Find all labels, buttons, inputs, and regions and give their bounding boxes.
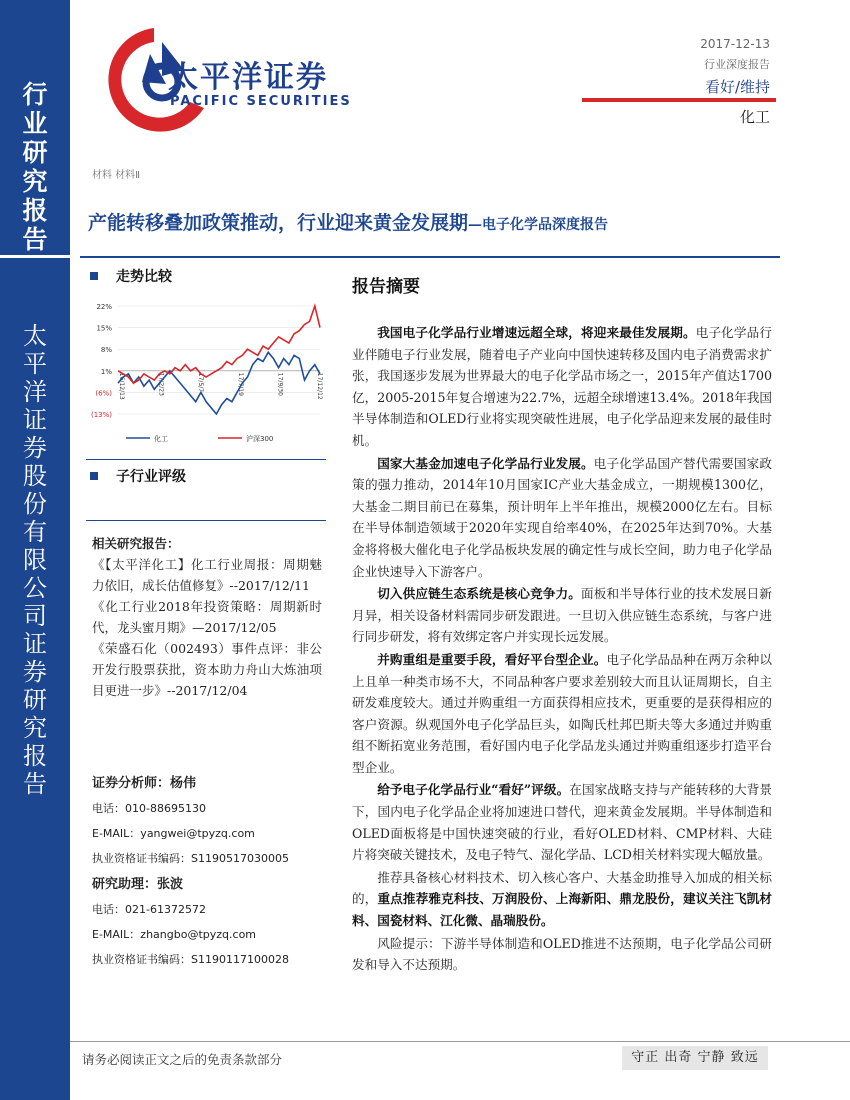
abstract-paragraph (352, 453, 772, 583)
sidebar-char: 报 (22, 196, 48, 225)
paragraph-lead: 并购重组是重要手段，看好平台型企业。 (377, 651, 607, 667)
chart-y-tick-label: 1% (100, 367, 112, 376)
assistant-cert: 执业资格证书编码：S1190117100028 (92, 953, 289, 966)
paragraph-text: 电子化学品行业伴随电子行业发展，随着电子产业向中国快速转移及国内电子消费需求扩张，我国逐步发展为世界最大的电子化学品市场之一，2015年产值达1700亿，2005-2015年复合增速为22.7%，远超全球增速13.4%。2018年我国半导体制造和OLED行业将实现突破性进展，电子化学品迎来发展的最佳时机。 (352, 325, 773, 448)
related-item[interactable]: 《荣盛石化（002493）事件点评：非公开发行股票获批，资本助力舟山大炼油项目更进一步》--2017/12/04 (92, 641, 322, 698)
sidebar-char: 券 (23, 658, 47, 686)
title-underline (80, 256, 780, 258)
page-title (88, 208, 608, 235)
sidebar-char: 股 (23, 462, 47, 490)
title-main: 产能转移叠加政策推动，行业迎来黄金发展期 (88, 212, 469, 234)
sidebar-char: 太 (23, 322, 47, 350)
assistant-email[interactable]: E-MAIL：zhangbo@tpyzq.com (92, 928, 257, 941)
report-type: 行业深度报告 (704, 58, 770, 71)
analyst-label: 证券分析师：杨伟 (92, 776, 197, 791)
sub-rating-divider (86, 520, 326, 521)
category-breadcrumb: 材料 材料Ⅱ (92, 170, 141, 181)
title-sub: —电子化学品深度报告 (468, 217, 609, 233)
sidebar-char: 告 (22, 225, 48, 254)
trend-heading: 走势比较 (116, 269, 172, 285)
chart-y-tick-label: 8% (100, 346, 112, 355)
abstract-paragraph (352, 933, 772, 976)
footer-line (70, 1041, 850, 1042)
paragraph-text: 风险提示：下游半导体制造和OLED推进不达预期，电子化学品公司研发和导入不达预期。 (352, 935, 772, 973)
abstract-paragraph (352, 583, 772, 648)
sidebar-char: 洋 (23, 378, 47, 406)
chart-x-tick-label: 17/12/12 (316, 372, 323, 400)
abstract-paragraph (352, 649, 772, 779)
assistant-label: 研究助理：张波 (92, 877, 184, 892)
sidebar-char: 公 (23, 574, 47, 602)
sub-rating-heading: 子行业评级 (116, 469, 186, 485)
paragraph-lead: 重点推荐雅克科技、万润股份、上海新阳、鼎龙股份，建议关注飞凯材料、国瓷材料、江化微、晶瑞股份。 (352, 891, 773, 929)
sidebar-char: 司 (23, 602, 47, 630)
section-bullet-icon (90, 272, 98, 280)
assistant-phone: 电话：021-61372572 (92, 903, 206, 916)
paragraph-lead: 国家大基金加速电子化学品行业发展。 (377, 455, 594, 471)
sidebar-char: 限 (23, 546, 47, 574)
analyst-info (92, 772, 332, 866)
paragraph-text: 电子化学品国产替代需要国家政策的强力推动，2014年10月国家IC产业大基金成立，一期规模1300亿，大基金二期目前已在募集，预计明年上半年推出，规模2000亿左右。目标在半导体制造领域于2020年实现自给率40%，在2025年达到70%。大基金将将极大催化电子化学品板块发展的确定性与成长空间，助力电子化学品企业快速导入下游客户。 (352, 455, 773, 579)
sidebar-char: 研 (22, 138, 48, 167)
paragraph-lead: 给予电子化学品行业“看好”评级。 (377, 782, 570, 798)
rating: 看好/维持 (704, 78, 770, 96)
chart-x-tick-label: 17/5/7 (197, 372, 205, 393)
sidebar-company-name (0, 322, 70, 798)
sidebar-char: 研 (23, 686, 47, 714)
abstract-paragraph (352, 779, 772, 865)
sidebar-char: 平 (23, 350, 47, 378)
sidebar-char: 券 (23, 434, 47, 462)
trend-divider (86, 459, 326, 460)
chart-x-tick-label: 17/9/30 (276, 372, 284, 396)
industry: 化工 (739, 108, 770, 126)
chart-series-line (118, 352, 320, 414)
sidebar-char: 有 (23, 518, 47, 546)
sidebar (0, 0, 70, 1100)
chart-y-tick-label: (13%) (90, 411, 112, 419)
sidebar-char: 证 (23, 406, 47, 434)
analyst-email[interactable]: E-MAIL：yangwei@tpyzq.com (92, 827, 255, 840)
report-date: 2017-12-13 (700, 37, 770, 51)
logo-chinese-name: 太平洋证券 (168, 60, 328, 95)
related-item[interactable]: 《【太平洋化工】化工行业周报：周期魅力依旧，成长估值修复》--2017/12/11 (92, 557, 322, 593)
paragraph-text: 推荐具备核心材料技术、切入核心客户、大基金助推导入加成的相关标的， (352, 869, 772, 907)
chart-y-tick-label: 22% (96, 303, 112, 311)
sidebar-char: 行 (22, 80, 48, 109)
related-reports (92, 533, 322, 701)
trend-chart (84, 298, 330, 454)
paragraph-lead: 我国电子化学品行业增速远超全球，将迎来最佳发展期。 (377, 325, 696, 340)
abstract-paragraph (352, 867, 772, 932)
chart-y-tick-label: (6%) (95, 389, 112, 398)
footer-disclaimer[interactable]: 请务必阅读正文之后的免责条款部分 (82, 1052, 283, 1067)
sidebar-char: 证 (23, 630, 47, 658)
chart-legend-label: 沪深300 (246, 435, 274, 443)
chart-x-tick-label: 17/7/19 (236, 372, 244, 396)
sidebar-char: 份 (23, 490, 47, 518)
chart-y-tick-label: 15% (96, 324, 112, 333)
abstract-heading: 报告摘要 (352, 277, 420, 297)
section-bullet-icon (90, 472, 98, 480)
analyst-cert: 执业资格证书编码：S1190517030005 (92, 852, 289, 865)
abstract-paragraph (352, 322, 772, 452)
sidebar-char: 告 (23, 770, 47, 798)
abstract-body (352, 322, 772, 977)
sidebar-char: 报 (23, 742, 47, 770)
chart-series-line (118, 306, 320, 383)
chart-x-tick-label: 16/12/13 (118, 372, 125, 400)
paragraph-text: 面板和半导体行业的技术发展日新月异，相关设备材料需同步研发跟进。一旦切入供应链生态系统，与客户进行同步研发，将有效绑定客户并实现长远发展。 (352, 586, 773, 645)
header-red-line (582, 98, 776, 102)
sidebar-char: 究 (22, 167, 48, 196)
sidebar-char: 业 (22, 109, 48, 138)
paragraph-text: 电子化学品品种在两万余种以上且单一种类市场不大，不同品种客户要求差别较大而且认证周期长，自主研发难度较大。通过并购重组一方面获得相应技术，更重要的是获得相应的客户资源。纵观国外电子化学品巨头，如陶氏杜邦巴斯夫等大多通过并购重组不断拓宽业务范围，看好国内电子化学品龙头通过并购重组逐步打造平台型企业。 (352, 651, 773, 775)
footer-motto: 守正 出奇 宁静 致远 (622, 1046, 768, 1070)
chart-x-tick-label: 17/2/23 (157, 372, 165, 396)
chart-legend-label: 化工 (154, 435, 168, 443)
assistant-info (92, 873, 332, 967)
sidebar-report-type (0, 80, 70, 254)
related-item[interactable]: 《化工行业2018年投资策略：周期新时代，龙头蜜月期》—2017/12/05 (92, 599, 322, 635)
logo-english-name: PACIFIC SECURITIES (170, 94, 352, 109)
sidebar-char: 究 (23, 714, 47, 742)
paragraph-text: 在国家战略支持与产能转移的大背景下，国内电子化学品企业将加速进口替代，迎来黄金发展期。半导体制造和OLED面板将是中国快速突破的行业，看好OLED材料、CMP材料、大硅片将突破关键技术，及电子特气、湿化学品、LCD相关材料实现大幅放量。 (352, 782, 772, 863)
paragraph-lead: 切入供应链生态系统是核心竞争力。 (377, 586, 582, 602)
analyst-phone: 电话：010-88695130 (92, 802, 206, 815)
related-heading: 相关研究报告： (92, 536, 180, 551)
